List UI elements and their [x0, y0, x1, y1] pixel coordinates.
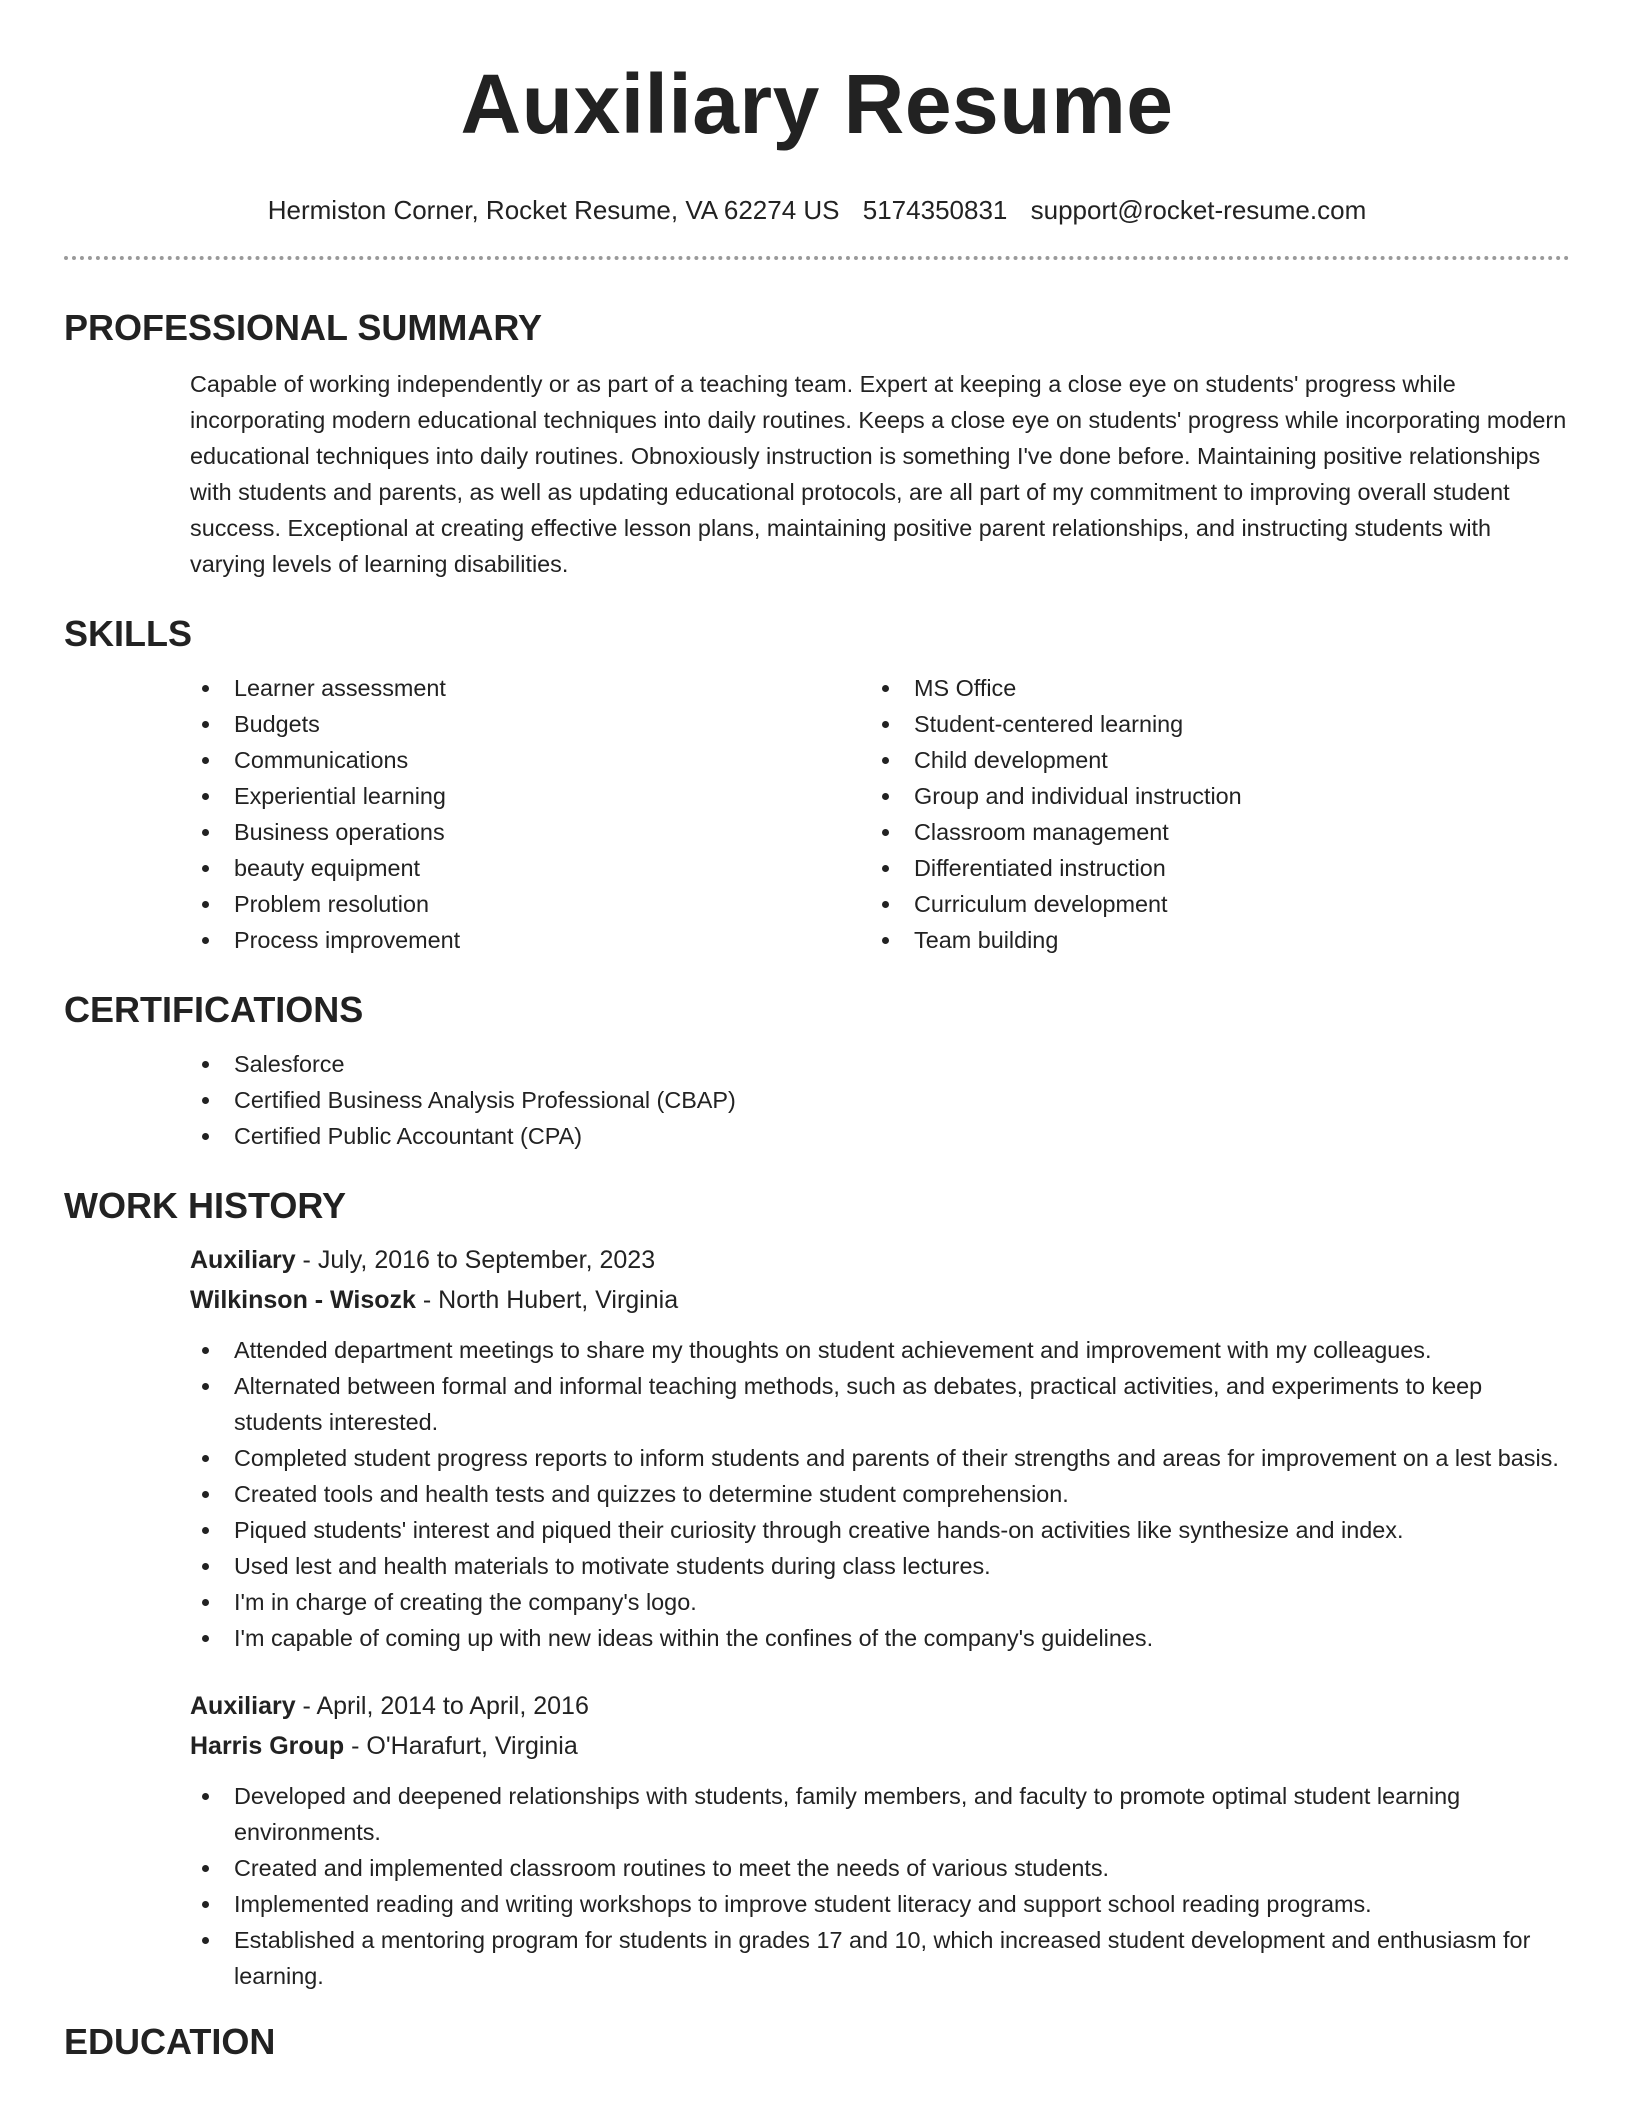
- skills-column-right: [870, 670, 1550, 958]
- skill-item: Classroom management: [870, 814, 1550, 850]
- contact-line: [64, 194, 1570, 226]
- certifications-list: [190, 1046, 1570, 1154]
- job-company: Harris Group: [190, 1732, 345, 1760]
- job-dates: - July, 2016 to September, 2023: [295, 1246, 656, 1274]
- job-bullet: Established a mentoring program for students in grades 17 and 10, which increased student development and enthusiasm for learning.: [190, 1922, 1570, 1994]
- job-bullet: Alternated between formal and informal teaching methods, such as debates, practical activities, and experiments to keep students interested.: [190, 1368, 1570, 1440]
- job-title-line: [190, 1686, 1570, 1726]
- skill-item: MS Office: [870, 670, 1550, 706]
- job-title-line: [190, 1240, 1570, 1280]
- job-bullets: [190, 1778, 1570, 1994]
- job-entry: [190, 1240, 1570, 1656]
- skill-item: Differentiated instruction: [870, 850, 1550, 886]
- section-title-education: EDUCATION: [64, 2021, 276, 2062]
- job-bullet: I'm capable of coming up with new ideas within the confines of the company's guidelines.: [190, 1620, 1570, 1656]
- job-location: - O'Harafurt, Virginia: [344, 1732, 578, 1760]
- skill-item: Budgets: [190, 706, 870, 742]
- job-location: - North Hubert, Virginia: [415, 1286, 679, 1314]
- job-company: Wilkinson - Wisozk: [190, 1286, 416, 1314]
- certification-item: Certified Public Accountant (CPA): [190, 1118, 1570, 1154]
- job-role: Auxiliary: [190, 1692, 296, 1720]
- skill-item: Child development: [870, 742, 1550, 778]
- certification-item: Salesforce: [190, 1046, 1570, 1082]
- email: support@rocket-resume.com: [1030, 195, 1367, 225]
- job-entry: [190, 1686, 1570, 1994]
- skills-column-left: [190, 670, 870, 958]
- skill-item: Process improvement: [190, 922, 870, 958]
- section-title-skills: SKILLS: [64, 613, 193, 654]
- job-bullet: Completed student progress reports to inform students and parents of their strengths and areas for improvement on a lest basis.: [190, 1440, 1570, 1476]
- job-company-line: [190, 1726, 1570, 1766]
- phone: 5174350831: [862, 195, 1008, 225]
- job-bullet: Implemented reading and writing workshops to improve student literacy and support school reading programs.: [190, 1886, 1570, 1922]
- summary-text: Capable of working independently or as part of a teaching team. Expert at keeping a close eye on students' progress while incorporating modern educational techniques into daily routines. Keeps a close eye on students' progress while incorporating modern educational techniques into daily routines. Obnoxiously instruction is something I've done before. Maintaining positive relationships with students and parents, as well as updating educational protocols, are all part of my commitment to improving overall student success. Exceptional at creating effective lesson plans, maintaining positive parent relationships, and instructing students with varying levels of learning disabilities.: [190, 371, 1567, 577]
- skill-item: Group and individual instruction: [870, 778, 1550, 814]
- job-bullet: Developed and deepened relationships with students, family members, and faculty to promote optimal student learning environments.: [190, 1778, 1570, 1850]
- skill-item: Team building: [870, 922, 1550, 958]
- job-bullet: Created and implemented classroom routines to meet the needs of various students.: [190, 1850, 1570, 1886]
- skills-list: [190, 670, 1570, 958]
- job-bullet: Piqued students' interest and piqued their curiosity through creative hands-on activities like synthesize and index.: [190, 1512, 1570, 1548]
- job-role: Auxiliary: [190, 1246, 296, 1274]
- skill-item: Student-centered learning: [870, 706, 1550, 742]
- skill-item: Curriculum development: [870, 886, 1550, 922]
- job-bullet: Attended department meetings to share my thoughts on student achievement and improvement with my colleagues.: [190, 1332, 1570, 1368]
- section-title-certifications: CERTIFICATIONS: [64, 989, 364, 1030]
- job-dates: - April, 2014 to April, 2016: [295, 1692, 589, 1720]
- job-bullets: [190, 1332, 1570, 1656]
- section-title-work-history: WORK HISTORY: [64, 1185, 347, 1226]
- resume-title: Auxiliary Resume: [460, 57, 1174, 151]
- header-divider: [64, 256, 1570, 260]
- skill-item: Problem resolution: [190, 886, 870, 922]
- job-bullet: Created tools and health tests and quizzes to determine student comprehension.: [190, 1476, 1570, 1512]
- skill-item: beauty equipment: [190, 850, 870, 886]
- job-bullet: I'm in charge of creating the company's logo.: [190, 1584, 1570, 1620]
- skill-item: Communications: [190, 742, 870, 778]
- skill-item: Business operations: [190, 814, 870, 850]
- address: Hermiston Corner, Rocket Resume, VA 62274 US: [267, 195, 840, 225]
- section-title-summary: PROFESSIONAL SUMMARY: [64, 307, 543, 348]
- job-company-line: [190, 1280, 1570, 1320]
- job-bullet: Used lest and health materials to motivate students during class lectures.: [190, 1548, 1570, 1584]
- skill-item: Experiential learning: [190, 778, 870, 814]
- skill-item: Learner assessment: [190, 670, 870, 706]
- certification-item: Certified Business Analysis Professional (CBAP): [190, 1082, 1570, 1118]
- resume-page: [64, 0, 1570, 2064]
